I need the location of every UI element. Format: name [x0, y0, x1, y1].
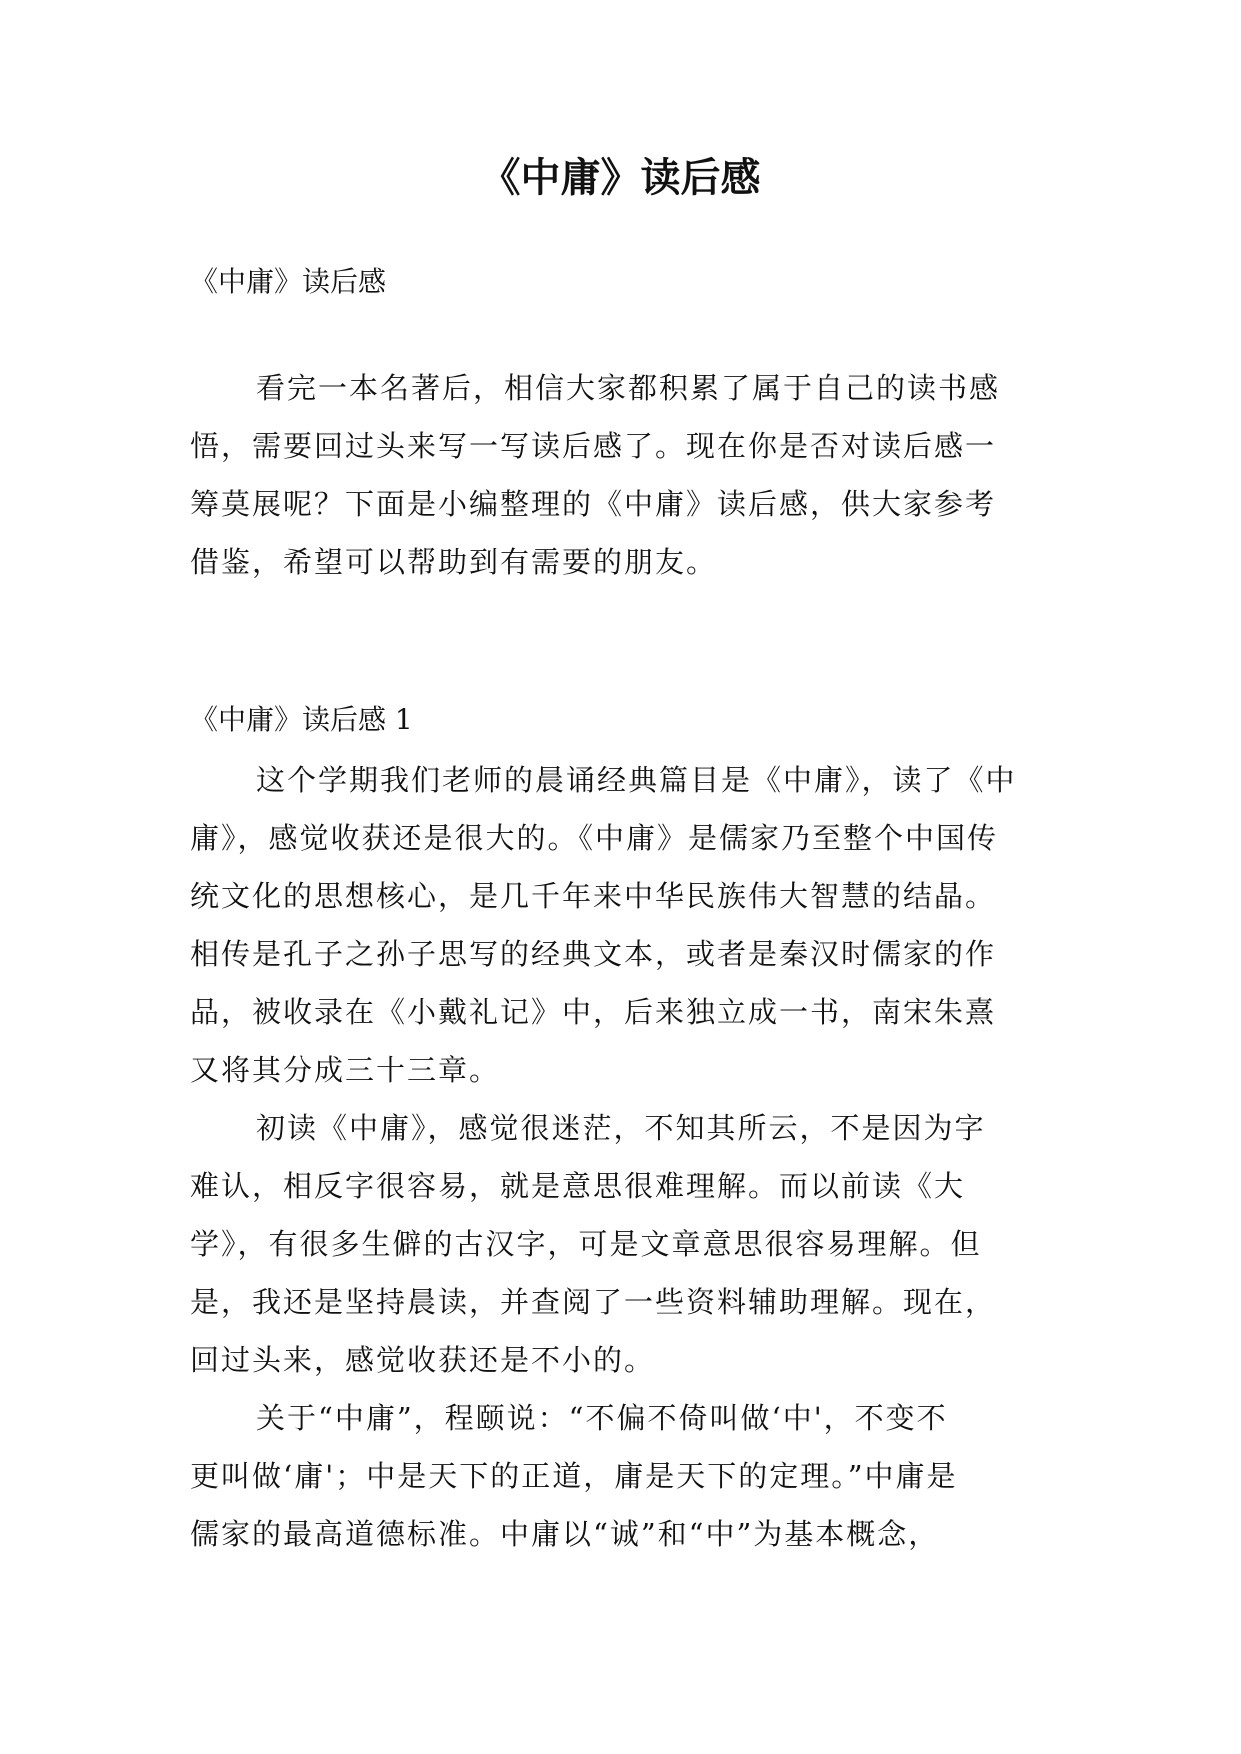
intro-paragraph — [190, 359, 1070, 591]
document-subtitle: 《中庸》读后感 — [190, 265, 387, 298]
section-paragraph-1 — [190, 751, 1070, 1099]
section-heading: 《中庸》读后感 1 — [190, 703, 413, 736]
paragraph-line: 难认，相反字很容易，就是意思很难理解。而以前读《大 — [190, 1169, 966, 1203]
paragraph-line: 回过头来，感觉收获还是不小的。 — [190, 1343, 656, 1377]
section-paragraph-2 — [190, 1099, 1070, 1389]
paragraph-line: 儒家的最高道德标准。中庸以“诚”和“中”为基本概念， — [190, 1517, 940, 1551]
paragraph-line: 品，被收录在《小戴礼记》中，后来独立成一书，南宋朱熹 — [190, 995, 997, 1029]
paragraph-line: 是，我还是坚持晨读，并查阅了一些资料辅助理解。现在， — [190, 1285, 997, 1319]
paragraph-line: 又将其分成三十三章。 — [190, 1053, 501, 1087]
paragraph-line: 这个学期我们老师的晨诵经典篇目是《中庸》，读了《中 — [256, 763, 1017, 797]
paragraph-line: 初读《中庸》，感觉很迷茫，不知其所云，不是因为字 — [256, 1111, 986, 1145]
paragraph-line: 看完一本名著后，相信大家都积累了属于自己的读书感 — [256, 371, 1001, 405]
paragraph-line: 关于“中庸”，程颐说：“不偏不倚叫做‘中'，不变不 — [256, 1401, 948, 1435]
paragraph-line: 筹莫展呢？下面是小编整理的《中庸》读后感，供大家参考 — [190, 487, 997, 521]
document-title: 《中庸》读后感 — [480, 155, 761, 201]
paragraph-line: 庸》，感觉收获还是很大的。《中庸》是儒家乃至整个中国传 — [190, 821, 999, 855]
paragraph-line: 更叫做‘庸'；中是天下的正道，庸是天下的定理。”中庸是 — [190, 1459, 958, 1493]
paragraph-line: 学》，有很多生僻的古汉字，可是文章意思很容易理解。但 — [190, 1227, 982, 1261]
section-paragraph-3 — [190, 1389, 1070, 1563]
paragraph-line: 相传是孔子之孙子思写的经典文本，或者是秦汉时儒家的作 — [190, 937, 997, 971]
paragraph-line: 统文化的思想核心，是几千年来中华民族伟大智慧的结晶。 — [190, 879, 997, 913]
paragraph-line: 悟，需要回过头来写一写读后感了。现在你是否对读后感一 — [190, 429, 997, 463]
paragraph-line: 借鉴，希望可以帮助到有需要的朋友。 — [190, 545, 718, 579]
